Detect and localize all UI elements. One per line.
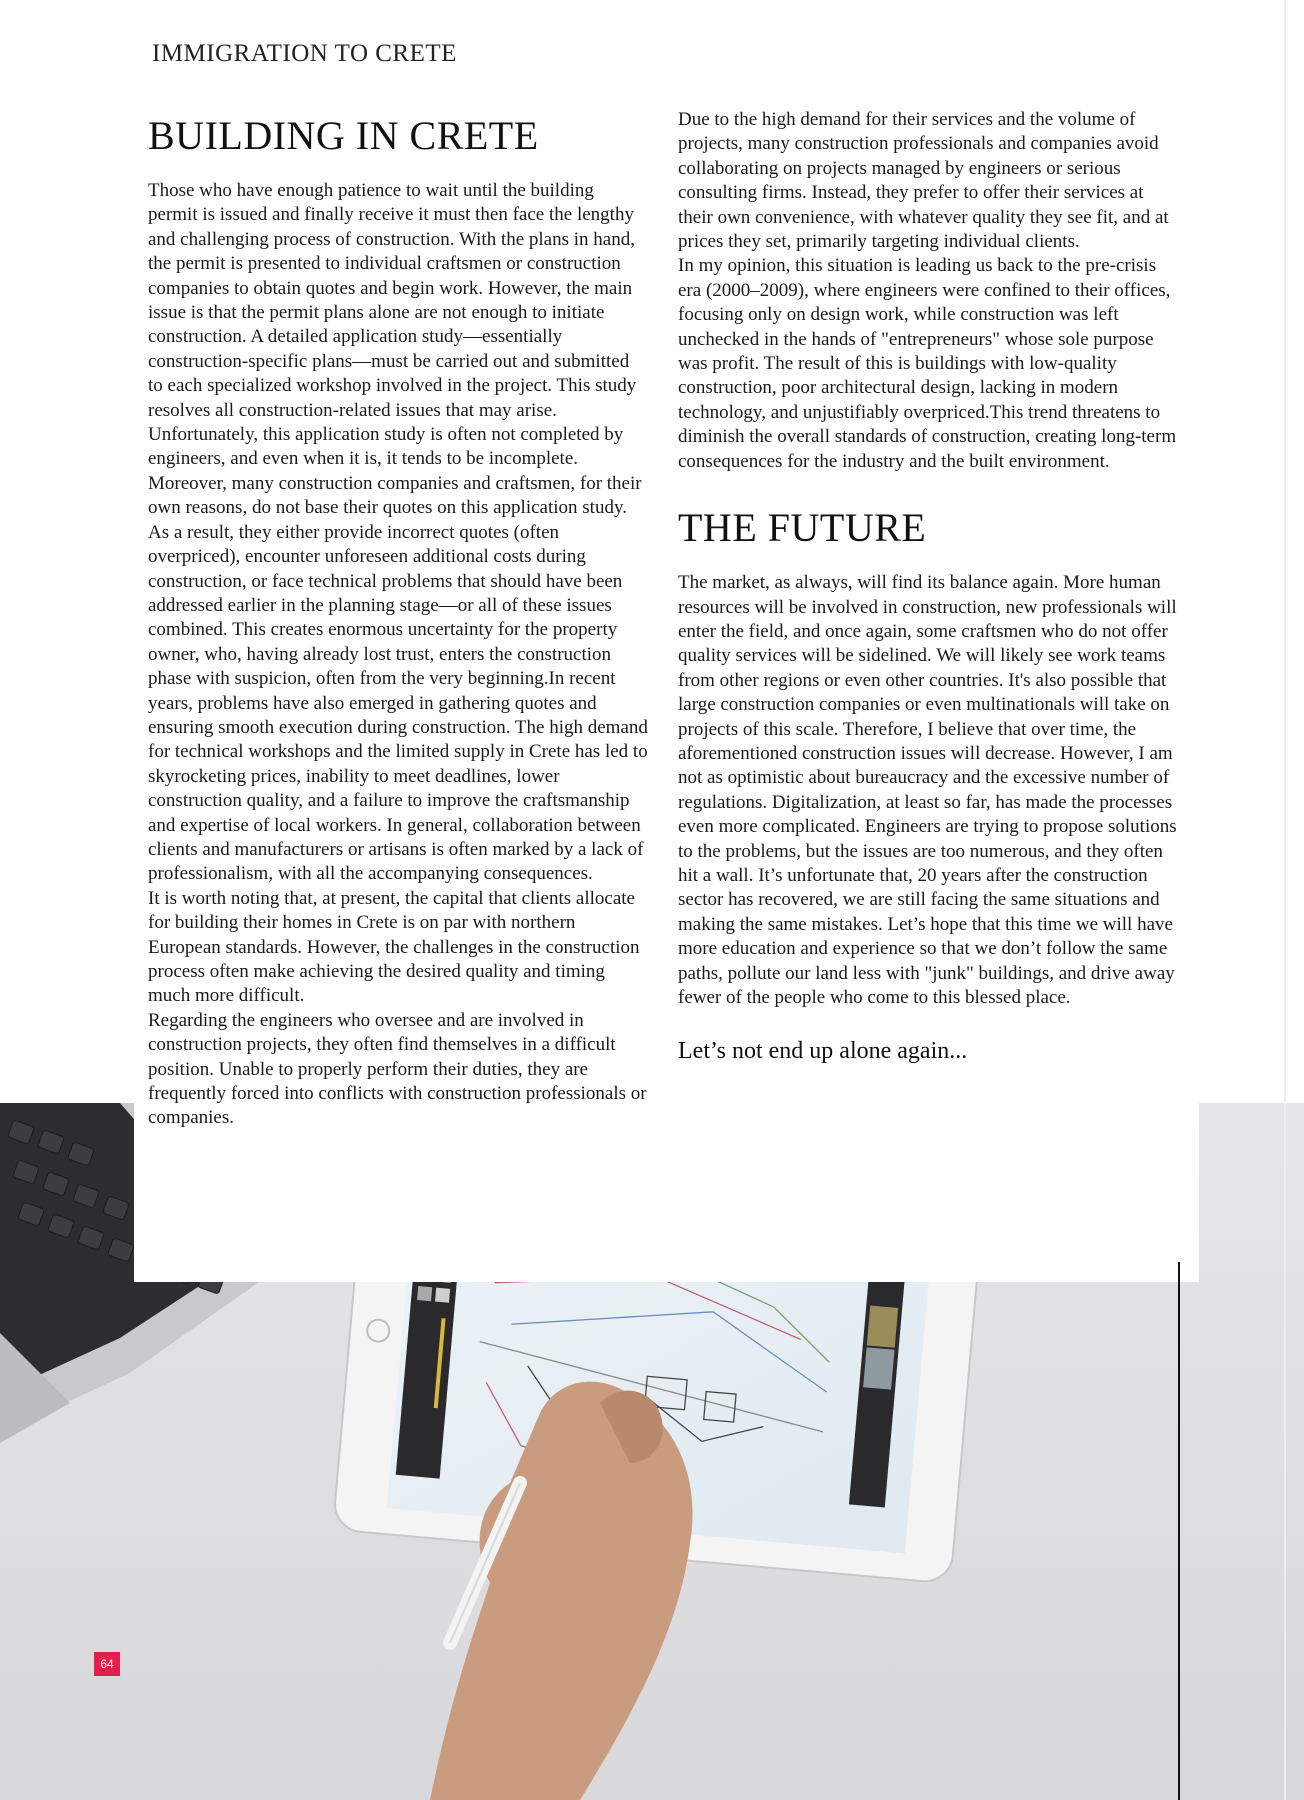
closing-line: Let’s not end up alone again...	[678, 1038, 968, 1065]
right-column	[678, 108, 1178, 1065]
paragraph: In my opinion, this situation is leading us back to the pre-crisis era (2000–2009), where engineers were confined to their offices, focusing only on design work, while construction was left unchecked in the hands of "entrepreneurs" whose sole purpose was profit. The result of this is buildings with low-quality construction, poor architectural design, lacking in modern technology, and unjustifiably overpriced.This trend threatens to diminish the overall standards of construction, creating long-term consequences for the industry and the built environment.	[678, 255, 1177, 472]
paragraph: The market, as always, will find its balance again. More human resources will be involved in construction, new professionals will enter the field, and once again, some craftsmen who do not offer quality services will be sidelined. We will likely see work teams from other regions or even other countries. It's also possible that large construction companies or even multinationals will take on projects of this scale. Therefore, I believe that over time, the aforementioned construction issues will decrease. However, I am not as optimistic about bureaucracy and the excessive number of regulations. Digitalization, at least so far, has made the processes even more complicated. Engineers are trying to propose solutions to the problems, but the issues are too numerous, and they often hit a wall. It’s unfortunate that, 20 years after the construction sector has recovered, we are still facing the same situations and making the same mistakes. Let’s hope that this time we will have more education and experience so that we don’t follow the same paths, pollute our land less with "junk" buildings, and drive away fewer of the people who come to this blessed place.	[678, 572, 1177, 1008]
paragraph: It is worth noting that, at present, the capital that clients allocate for building their homes in Crete is on par with northern European standards. However, the challenges in the construction process often make achieving the desired quality and timing much more difficult.	[148, 887, 640, 1007]
vertical-rule	[1178, 1262, 1180, 1800]
left-column	[148, 108, 648, 1131]
heading-building-in-crete: BUILDING IN CRETE	[148, 113, 539, 158]
paragraph: Unfortunately, this application study is often not completed by engineers, and even when it is, it tends to be incomplete. Moreover, many construction companies and craftsmen, for their own reasons, do not base their quotes on this application study. As a result, they either provide incorrect quotes (often overpriced), encounter unforeseen additional costs during construction, or face technical problems that should have been addressed earlier in the planning stage—or all of these issues combined. This creates enormous uncertainty for the property owner, who, having already lost trust, enters the construction phase with suspicion, often from the very beginning.In recent years, problems have also emerged in gathering quotes and ensuring smooth execution during construction. The high demand for technical workshops and the limited supply in Crete has led to skyrocketing prices, inability to meet deadlines, lower construction quality, and a failure to improve the craftsmanship and expertise of local workers. In general, collaboration between clients and manufacturers or artisans is often marked by a lack of professionalism, with all the accompanying consequences.	[148, 424, 648, 885]
page-number-badge: 64	[94, 1652, 120, 1676]
page-edge-rule	[1284, 0, 1286, 1800]
section-header: IMMIGRATION TO CRETE	[152, 40, 457, 67]
paragraph: Due to the high demand for their services and the volume of projects, many construction professionals and companies avoid collaborating on projects managed by engineers or serious consulting firms. Instead, they prefer to offer their services at their own convenience, with whatever quality they see fit, and at prices they set, primarily targeting individual clients.	[678, 109, 1169, 253]
paragraph: Regarding the engineers who oversee and are involved in construction projects, they often find themselves in a difficult position. Unable to properly perform their duties, they are frequently forced into conflicts with construction professionals or companies.	[148, 1009, 647, 1129]
paragraph: Those who have enough patience to wait until the building permit is issued and finally receive it must then face the lengthy and challenging process of construction. With the plans in hand, the permit is presented to individual craftsmen or construction companies to obtain quotes and begin work. However, the main issue is that the permit plans alone are not enough to initiate construction. A detailed application study—essentially construction-specific plans—must be carried out and submitted to each specialized workshop involved in the project. This study resolves all construction-related issues that may arise.	[148, 180, 637, 421]
heading-the-future: THE FUTURE	[678, 505, 927, 551]
